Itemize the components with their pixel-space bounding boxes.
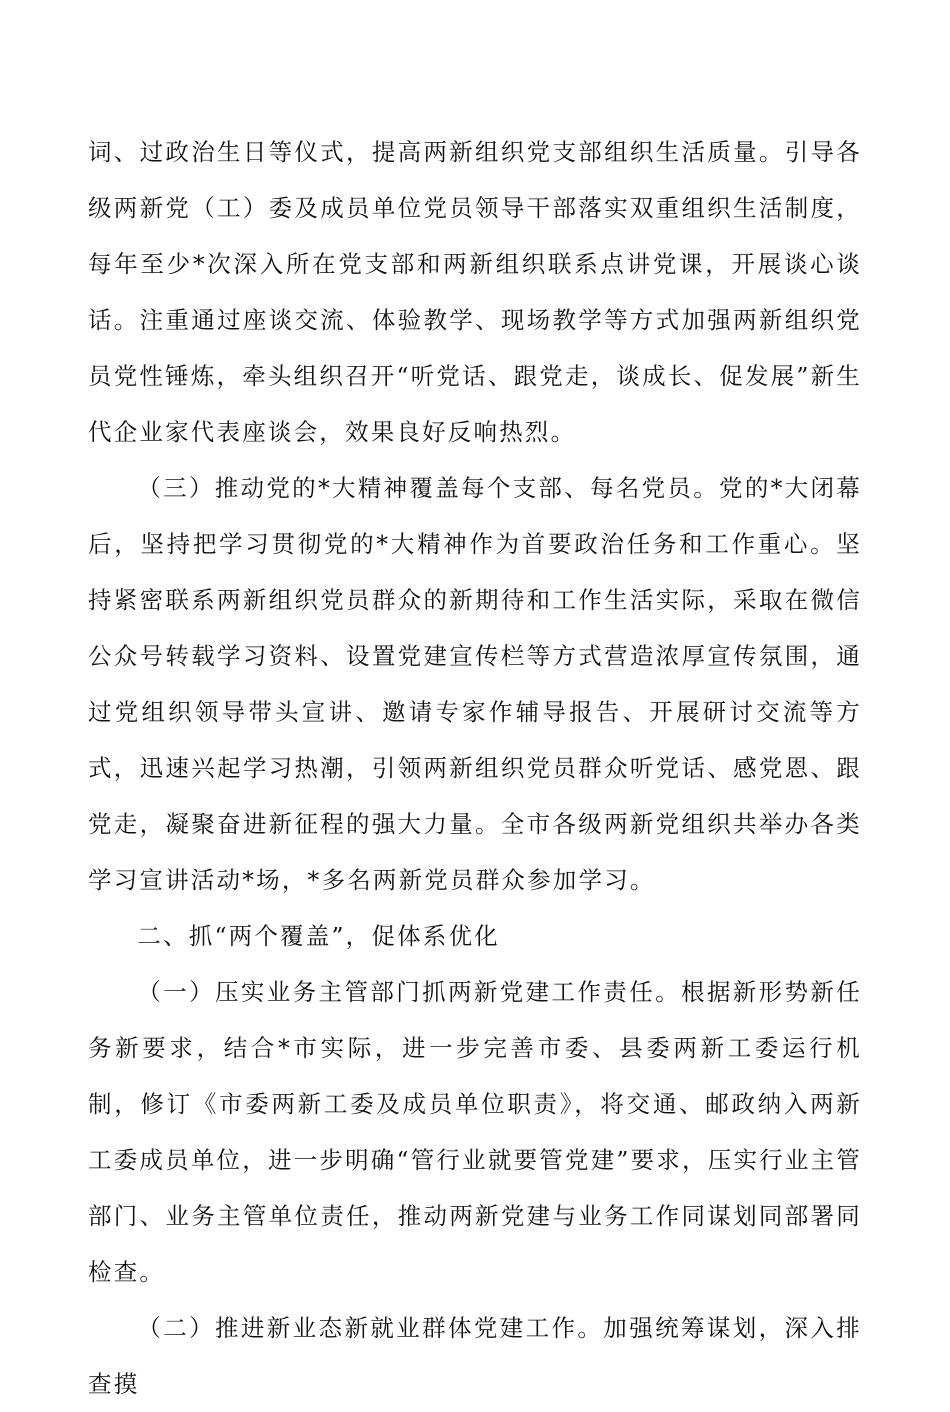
document-page xyxy=(88,124,862,1412)
paragraph-subsection-one: （一）压实业务主管部门抓两新党建工作责任。根据新形势新任务新要求，结合*市实际，进一步完善市委、县委两新工委运行机制，修订《市委两新工委及成员单位职责》，将交通、邮政纳入两新工委成员单位，进一步明确“管行业就要管党建”要求，压实行业主管部门、业务主管单位责任，推动两新党建与业务工作同谋划同部署同检查。 xyxy=(88,978,862,1286)
section-heading-two: 二、抓“两个覆盖”，促体系优化 xyxy=(137,922,500,950)
paragraph-section-three: （三）推动党的*大精神覆盖每个支部、每名党员。党的*大闭幕后，坚持把学习贯彻党的*大精神作为首要政治任务和工作重心。坚持紧密联系两新组织党员群众的新期待和工作生活实际，采取在微信公众号转载学习资料、设置党建宣传栏等方式营造浓厚宣传氛围，通过党组织领导带头宣讲、邀请专家作辅导报告、开展研讨交流等方式，迅速兴起学习热潮，引领两新组织党员群众听党话、感党恩、跟党走，凝聚奋进新征程的强大力量。全市各级两新党组织共举办各类学习宣讲活动*场，*多名两新党员群众参加学习。 xyxy=(88,474,862,894)
paragraph-continuation: 词、过政治生日等仪式，提高两新组织党支部组织生活质量。引导各级两新党（工）委及成员单位党员领导干部落实双重组织生活制度，每年至少*次深入所在党支部和两新组织联系点讲党课，开展谈心谈话。注重通过座谈交流、体验教学、现场教学等方式加强两新组织党员党性锤炼，牵头组织召开“听党话、跟党走，谈成长、促发展”新生代企业家代表座谈会，效果良好反响热烈。 xyxy=(88,138,862,446)
paragraph-subsection-two: （二）推进新业态新就业群体党建工作。加强统筹谋划，深入排查摸 xyxy=(88,1314,862,1398)
